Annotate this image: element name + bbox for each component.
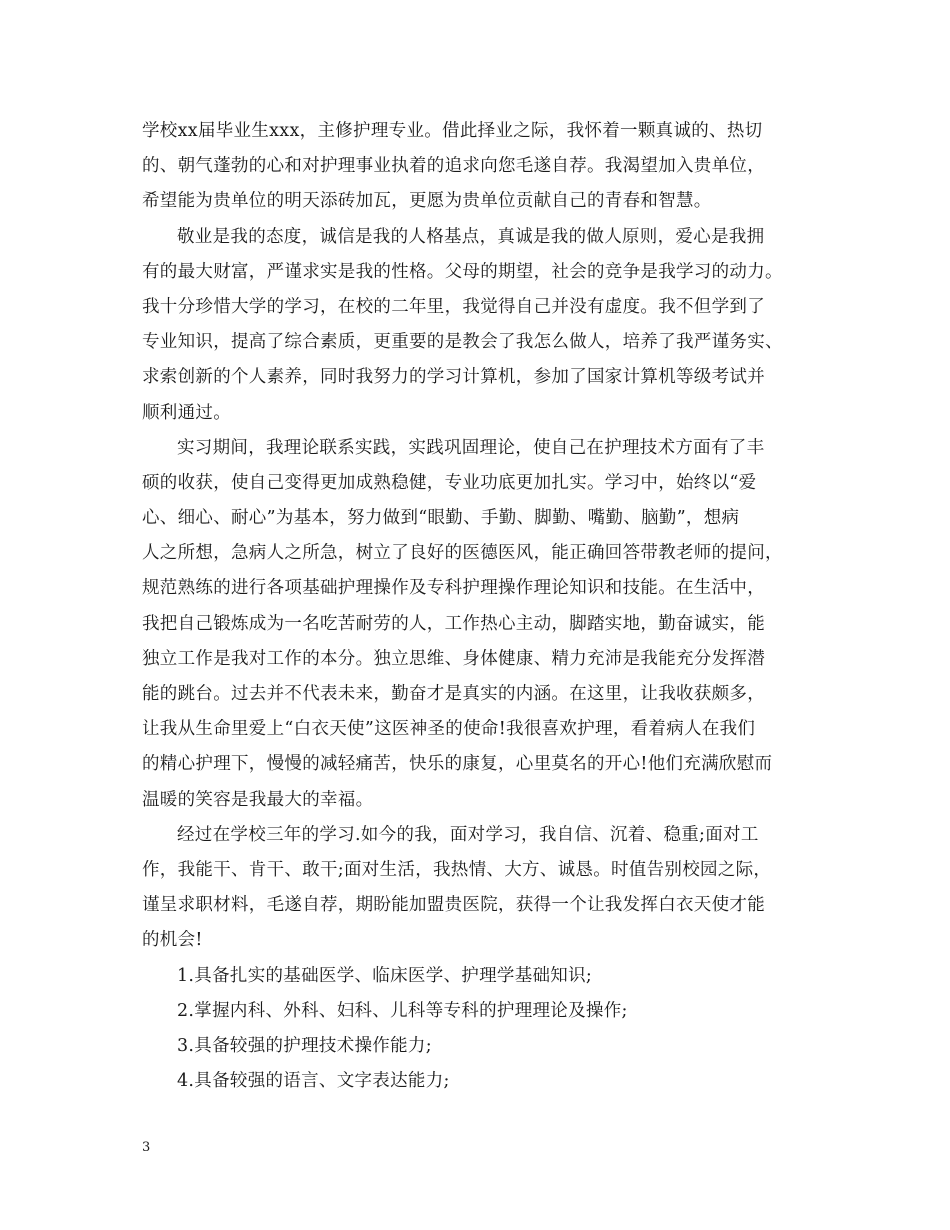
text-line: 人之所想，急病人之所急，树立了良好的医德医风，能正确回答带教老师的提问， [142, 543, 783, 564]
text-line: 规范熟练的进行各项基础护理操作及专科护理操作理论知识和技能。在生活中， [142, 578, 765, 599]
list-item: 3.具备较强的护理技术操作能力; [177, 1035, 432, 1056]
text-line: 我十分珍惜大学的学习，在校的二年里，我觉得自己并没有虚度。我不但学到了 [142, 296, 765, 317]
text-line: 谨呈求职材料，毛遂自荐，期盼能加盟贵医院，获得一个让我发挥白衣天使才能 [142, 895, 765, 916]
text-line: 作，我能干、肯干、敢干;面对生活，我热情、大方、诚恳。时值告别校园之际， [142, 859, 772, 880]
text-line: 的精心护理下，慢慢的减轻痛苦，快乐的康复，心里莫名的开心!他们充满欣慰而 [142, 754, 773, 775]
text-line: 专业知识，提高了综合素质，更重要的是教会了我怎么做人，培养了我严谨务实、 [142, 332, 783, 353]
text-line: 心、细心、耐心”为基本，努力做到“眼勤、手勤、脚勤、嘴勤、脑勤”，想病 [142, 508, 740, 529]
text-line: 求索创新的个人素养，同时我努力的学习计算机，参加了国家计算机等级考试并 [142, 367, 765, 388]
text-line: 希望能为贵单位的明天添砖加瓦，更愿为贵单位贡献自己的青春和智慧。 [142, 191, 712, 212]
text-line: 顺利通过。 [142, 402, 231, 423]
paragraph-start-line: 经过在学校三年的学习.如今的我，面对学习，我自信、沉着、稳重;面对工 [177, 824, 759, 845]
text-line: 的、朝气蓬勃的心和对护理事业执着的追求向您毛遂自荐。我渴望加入贵单位， [142, 156, 765, 177]
page-number: 3 [142, 1140, 151, 1155]
list-item: 2.掌握内科、外科、妇科、儿科等专科的护理理论及操作; [177, 1000, 628, 1021]
text-line: 让我从生命里爱上“白衣天使”这医神圣的使命!我很喜欢护理，看着病人在我们 [142, 719, 756, 740]
text-line: 的机会! [142, 930, 203, 951]
text-line: 硕的收获，使自己变得更加成熟稳健，专业功底更加扎实。学习中，始终以“爱 [142, 472, 757, 493]
text-line: 学校xx届毕业生xxx，主修护理专业。借此择业之际，我怀着一颗真诚的、热切 [142, 121, 763, 141]
text-line: 温暖的笑容是我最大的幸福。 [142, 789, 374, 810]
text-line: 我把自己锻炼成为一名吃苦耐劳的人，工作热心主动，脚踏实地，勤奋诚实，能 [142, 613, 765, 634]
paragraph-start-line: 实习期间，我理论联系实践，实践巩固理论，使自己在护理技术方面有了丰 [177, 437, 765, 458]
text-line: 有的最大财富，严谨求实是我的性格。父母的期望，社会的竞争是我学习的动力。 [142, 261, 783, 282]
list-item: 1.具备扎实的基础医学、临床医学、护理学基础知识; [177, 965, 593, 986]
body-text [142, 114, 832, 1099]
text-line: 能的跳台。过去并不代表未来，勤奋才是真实的内涵。在这里，让我收获颇多， [142, 684, 765, 704]
list-item: 4.具备较强的语言、文字表达能力; [177, 1071, 450, 1092]
paragraph-start-line: 敬业是我的态度，诚信是我的人格基点，真诚是我的做人原则，爱心是我拥 [177, 226, 765, 247]
text-line: 独立工作是我对工作的本分。独立思维、身体健康、精力充沛是我能充分发挥潜 [142, 648, 765, 669]
